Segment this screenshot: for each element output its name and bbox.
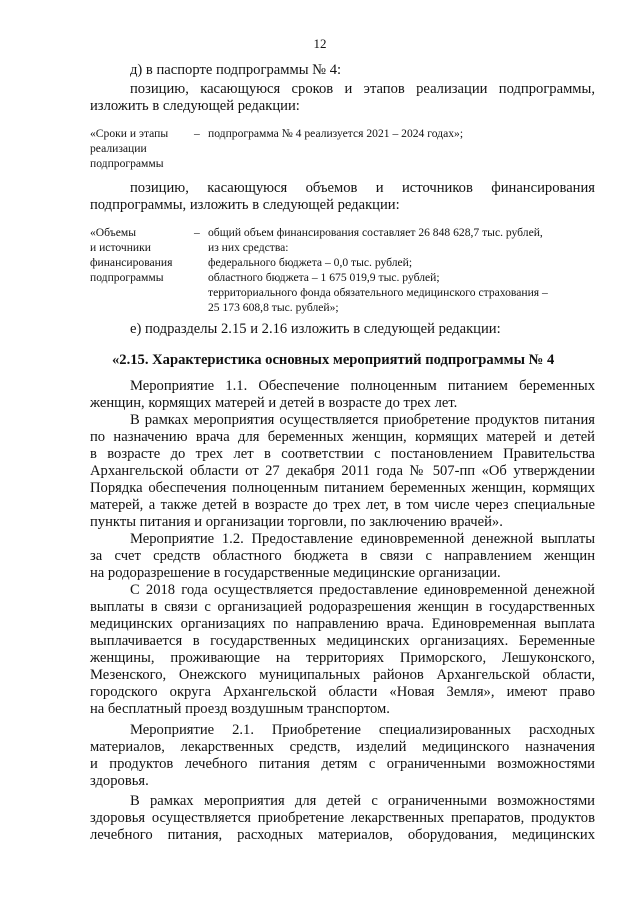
table-value: областного бюджета – 1 675 019,9 тыс. рублей; bbox=[208, 271, 440, 284]
table-label: «Сроки и этапы bbox=[90, 127, 169, 140]
text-line: медицинских организациях по направлению врача. Единовременная выплата bbox=[90, 616, 595, 632]
table-value: территориального фонда обязательного медицинского страхования – bbox=[208, 286, 548, 299]
text-line: выплачивается в государственных медицинских организациях. Беременные bbox=[90, 633, 595, 649]
text-line: здоровья. bbox=[90, 773, 149, 789]
text-line: Порядка обеспечения полноценным питанием беременных женщин, кормящих bbox=[90, 480, 595, 496]
text-line: изложить в следующей редакции: bbox=[90, 98, 300, 114]
text-line: Архангельской области от 27 декабря 2011 года № 507-пп «Об утверждении bbox=[90, 463, 595, 479]
table-label: финансирования bbox=[90, 256, 173, 269]
text-line: за счет средств областного бюджета в связи с направлением женщин bbox=[90, 548, 595, 564]
text-line: по назначению врача для беременных женщин, кормящих матерей и детей bbox=[90, 429, 595, 445]
text-line: пункты питания и организации торговли, по заключению врачей». bbox=[90, 514, 503, 530]
table-dash: – bbox=[194, 127, 200, 140]
text-line: женщины, проживающие на территориях Приморского, Лешуконского, bbox=[90, 650, 595, 666]
table-value: федерального бюджета – 0,0 тыс. рублей; bbox=[208, 256, 413, 269]
text-line: Мероприятие 2.1. Приобретение специализированных расходных bbox=[130, 722, 595, 738]
text-line: на родоразрешение в государственные медицинские организации. bbox=[90, 565, 501, 581]
paragraph-e: е) подразделы 2.15 и 2.16 изложить в следующей редакции: bbox=[130, 321, 501, 337]
text-line: Мероприятие 1.2. Предоставление единовременной денежной выплаты bbox=[130, 531, 595, 547]
text-line: и продуктов лечебного питания детям с ограниченными возможностями bbox=[90, 756, 595, 772]
text-line: позицию, касающуюся сроков и этапов реализации подпрограммы, bbox=[130, 81, 595, 97]
text-line: Мероприятие 1.1. Обеспечение полноценным питанием беременных bbox=[130, 378, 595, 394]
text-line: В рамках мероприятия осуществляется приобретение продуктов питания bbox=[130, 412, 595, 428]
text-line: женщин, кормящих матерей и детей в возрасте до трех лет. bbox=[90, 395, 458, 411]
text-line: на бесплатный проезд воздушным транспортом. bbox=[90, 701, 390, 717]
table-value: подпрограмма № 4 реализуется 2021 – 2024 годах»; bbox=[208, 127, 464, 140]
table-value: из них средства: bbox=[208, 241, 289, 254]
table-value: 25 173 608,8 тыс. рублей»; bbox=[208, 301, 339, 314]
text-line: материалов, лекарственных средств, изделий медицинского назначения bbox=[90, 739, 595, 755]
text-line: выплаты в связи с организацией родоразрешения женщин в государственных bbox=[90, 599, 595, 615]
table-label: реализации bbox=[90, 142, 147, 155]
paragraph-d: д) в паспорте подпрограммы № 4: bbox=[130, 62, 342, 78]
text-line: позицию, касающуюся объемов и источников финансирования bbox=[130, 180, 595, 196]
table-label: «Объемы bbox=[90, 226, 137, 239]
text-line: В рамках мероприятия для детей с ограниченными возможностями bbox=[130, 793, 595, 809]
page-number: 12 bbox=[313, 36, 327, 51]
table-label: подпрограммы bbox=[90, 271, 164, 284]
text-line: городского округа Архангельской области «Новая Земля», имеют право bbox=[90, 684, 595, 700]
table-dash: – bbox=[194, 226, 200, 239]
table-value: общий объем финансирования составляет 26 848 628,7 тыс. рублей, bbox=[208, 226, 543, 239]
text-line: здоровья осуществляется приобретение лекарственных препаратов, продуктов bbox=[90, 810, 595, 826]
table-label: и источники bbox=[90, 241, 151, 254]
text-line: лечебного питания, расходных материалов, оборудования, медицинских bbox=[90, 827, 595, 843]
text-line: матерей, а также детей в возрасте до трех лет, в том числе через специальные bbox=[90, 497, 595, 513]
text-line: в возрасте до трех лет в соответствии с постановлением Правительства bbox=[90, 446, 595, 462]
text-line: С 2018 года осуществляется предоставление единовременной денежной bbox=[130, 582, 595, 598]
section-heading: «2.15. Характеристика основных мероприятий подпрограммы № 4 bbox=[112, 352, 555, 368]
table-label: подпрограммы bbox=[90, 157, 164, 170]
text-line: подпрограммы, изложить в следующей редакции: bbox=[90, 197, 400, 213]
text-line: Мезенского, Онежского муниципальных районов Архангельской области, bbox=[90, 667, 595, 683]
